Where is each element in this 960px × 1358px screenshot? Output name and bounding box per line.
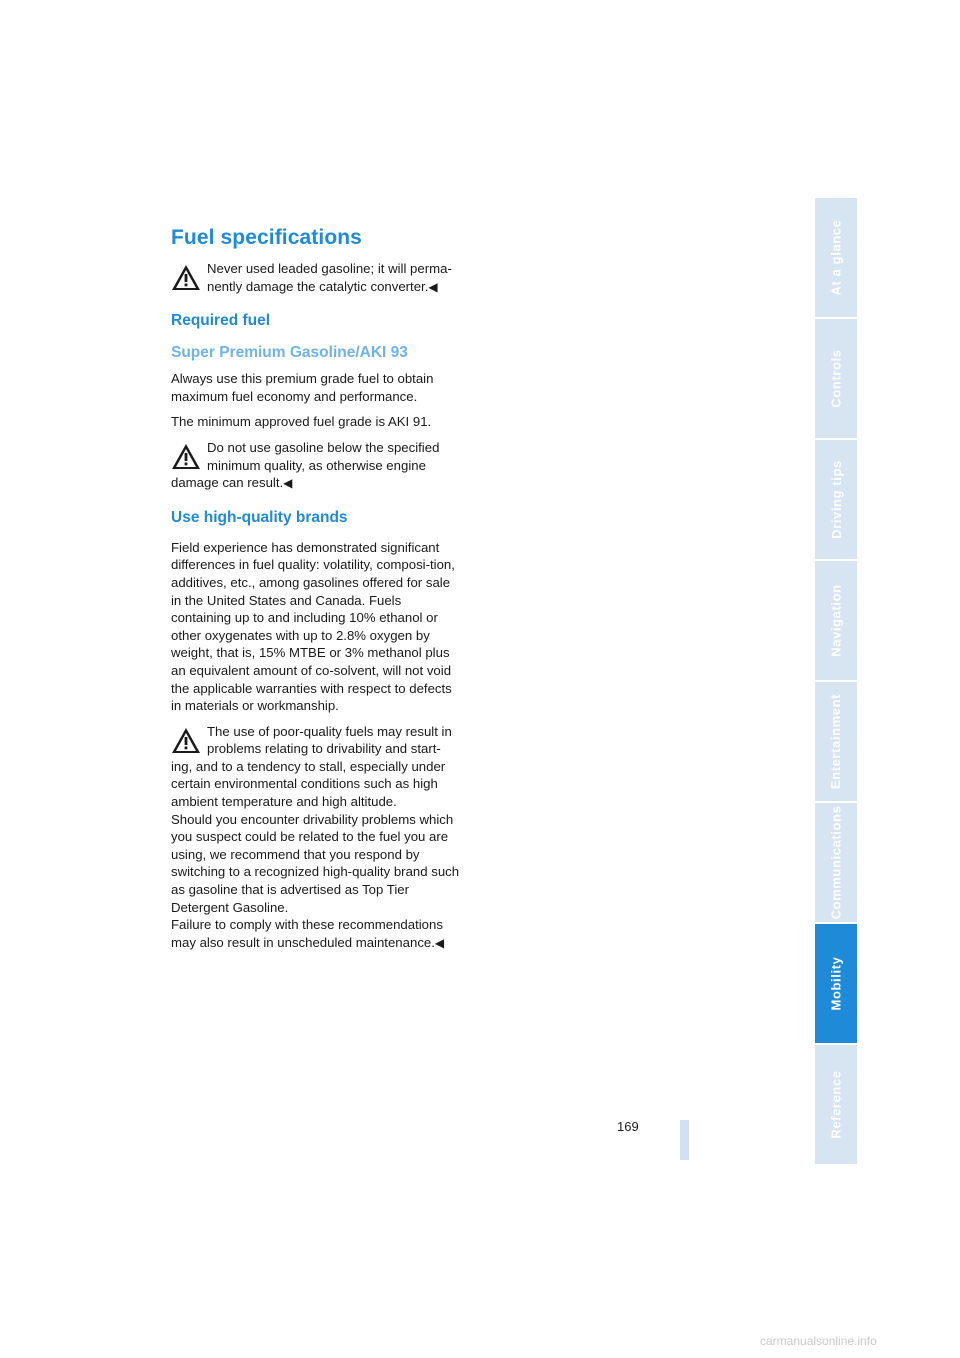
tab-at-a-glance[interactable] — [815, 198, 857, 319]
paragraph-minimum-grade: The minimum approved fuel grade is AKI 91. — [171, 414, 432, 430]
end-mark-icon: ◀ — [283, 476, 293, 491]
paragraph-field-experience: Field experience has demonstrated significant differences in fuel quality: volatility, composi-tion, additives, etc., among gasolines offered for sale in the United States and Canada. Fuels containing up to and including 10% ethanol or other oxygenates with up to 2.8% oxygen by weight, that is, 15% MTBE or 3% methanol plus an equivalent amount of co-solvent, will not void the applicable warranties with respect to defects in materials or workmanship. — [171, 539, 455, 714]
section-heading-required-fuel: Required fuel — [171, 312, 271, 330]
tab-label: Communications — [828, 805, 844, 920]
page-number-bar — [680, 1120, 689, 1160]
tab-label: Entertainment — [828, 693, 844, 790]
tab-mobility[interactable] — [815, 924, 857, 1045]
page-number: 169 — [617, 1119, 639, 1134]
tab-communications[interactable] — [815, 803, 857, 924]
chapter-tab-strip — [815, 198, 857, 1166]
warning-triangle-icon — [171, 726, 201, 756]
warning3-rest: ing, and to a tendency to stall, especially under certain environmental conditions such as high ambient temperature and high altitude. — [171, 758, 446, 810]
subheading-super-premium: Super Premium Gasoline/AKI 93 — [171, 344, 408, 362]
warning3-line2: problems relating to drivability and start- — [207, 741, 441, 757]
tab-label: Mobility — [828, 956, 844, 1011]
tab-label: Navigation — [828, 584, 844, 657]
warning1-line2: nently damage the catalytic converter. — [207, 278, 429, 294]
page-content — [171, 226, 463, 960]
tab-label: Driving tips — [828, 460, 844, 539]
tab-reference[interactable] — [815, 1045, 857, 1166]
warning2-line3: damage can result. — [171, 475, 284, 491]
tab-navigation[interactable] — [815, 561, 857, 682]
warning3-line1: The use of poor-quality fuels may result in — [207, 723, 452, 739]
warning2-line1: Do not use gasoline below the specified — [207, 439, 440, 455]
warning-note-poor-quality-fuels — [171, 723, 463, 953]
warning-note-minimum-quality — [171, 439, 463, 493]
tab-driving-tips[interactable] — [815, 440, 857, 561]
paragraph-premium-grade: Always use this premium grade fuel to obtain maximum fuel economy and performance. — [171, 371, 434, 404]
warning-note-leaded-gasoline — [171, 260, 463, 296]
tab-controls[interactable] — [815, 319, 857, 440]
section-heading-high-quality-brands: Use high-quality brands — [171, 508, 348, 526]
tab-label: At a glance — [828, 219, 844, 296]
end-mark-icon: ◀ — [434, 935, 445, 950]
warning2-line2: minimum quality, as otherwise engine — [207, 457, 426, 473]
warning3-paragraph-2: Should you encounter drivability problems which you suspect could be related to the fuel you are using, we recommend that you respond by switching to a recognized high-quality brand such as gasoline that is advertised as Top Tier Detergent Gasoline. — [171, 811, 460, 915]
warning1-line1: Never used leaded gasoline; it will perma- — [207, 261, 452, 276]
warning-triangle-icon — [171, 442, 201, 472]
tab-entertainment[interactable] — [815, 682, 857, 803]
tab-label: Controls — [828, 349, 844, 408]
warning-triangle-icon — [171, 263, 201, 293]
end-mark-icon: ◀ — [428, 279, 438, 294]
footer-watermark-url[interactable]: carmanualsonline.info — [760, 1334, 877, 1348]
tab-label: Reference — [828, 1070, 844, 1139]
page-title: Fuel specifications — [171, 226, 362, 249]
warning3-paragraph-3: Failure to comply with these recommendations may also result in unscheduled maintenance. — [171, 917, 443, 950]
